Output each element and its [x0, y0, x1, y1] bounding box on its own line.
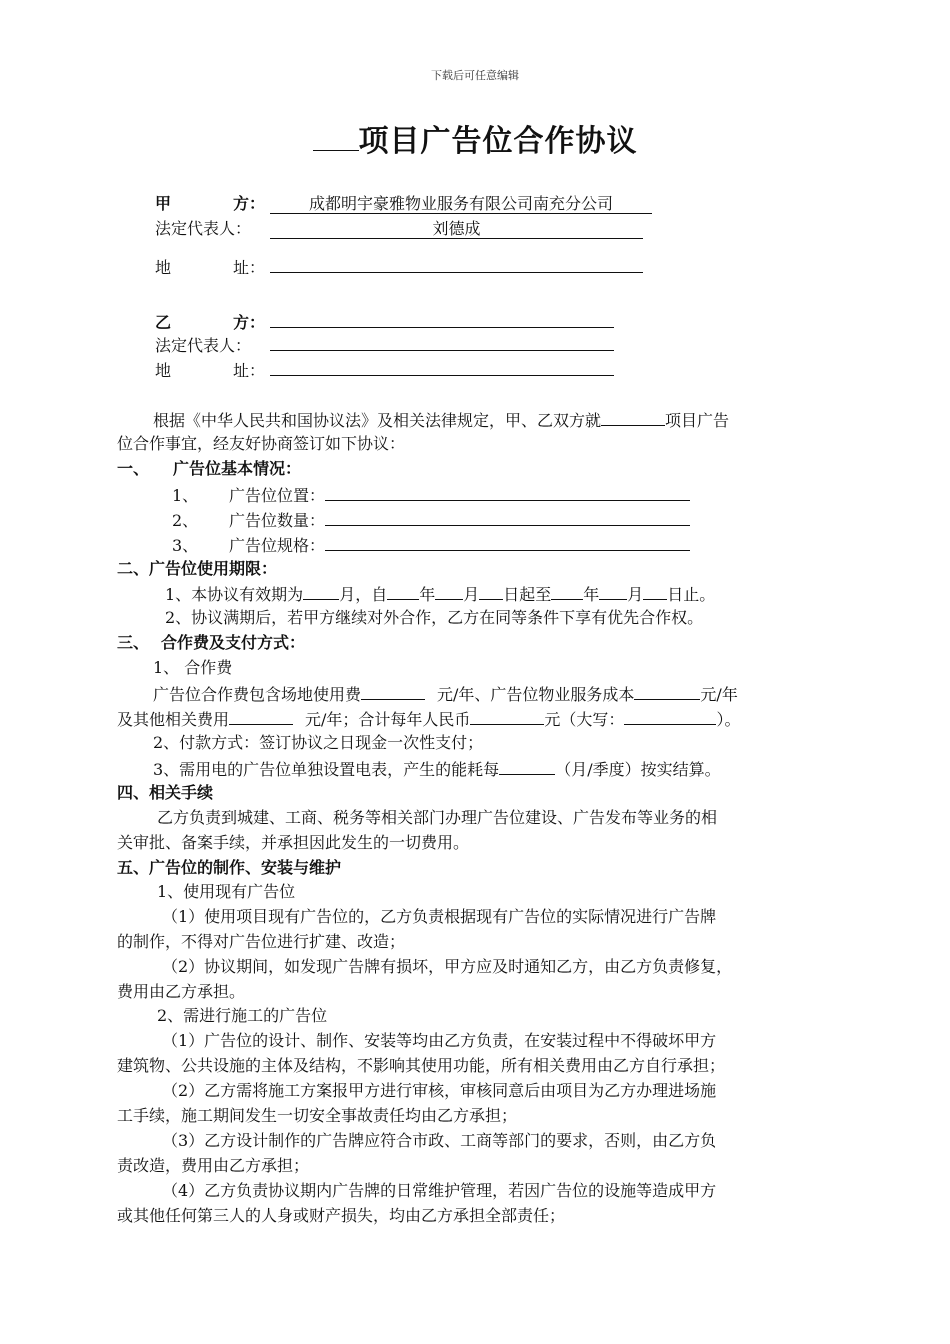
party-b-address-row — [155, 358, 614, 382]
section-1-item-location: 1、 广告位位置： — [172, 483, 690, 507]
party-a-name: 成都明宇豪雅物业服务有限公司南充分公司 — [270, 193, 652, 214]
title-blank — [313, 126, 359, 151]
party-a-name-row — [155, 193, 652, 215]
electricity-period-blank — [499, 757, 555, 775]
service-cost-blank — [634, 682, 700, 700]
section-5-2-item-4-b: 或其他任何第三人的人身或财产损失，均由乙方承担全部责任； — [117, 1206, 566, 1225]
intro-line-1: 根据《中华人民共和国协议法》及相关法律规定，甲、乙双方就 项目广告 — [153, 408, 729, 432]
document-title — [0, 116, 950, 160]
party-a-label: 甲 方： — [155, 194, 266, 213]
end-day-blank — [643, 582, 667, 600]
section-5-heading: 五、广告位的制作、安装与维护 — [117, 858, 342, 877]
section-5-2-item-3-b: 责改造，费用由乙方承担； — [117, 1156, 310, 1175]
party-b-name-row — [155, 310, 614, 334]
party-a-rep-row — [155, 218, 643, 240]
party-b-rep-blank — [270, 333, 614, 351]
party-b-rep-row — [155, 333, 614, 357]
site-fee-blank — [361, 682, 425, 700]
party-a-rep-label: 法定代表人： — [155, 219, 252, 238]
section-5-1-item-1-b: 的制作，不得对广告位进行扩建、改造； — [117, 932, 406, 951]
section-3-fee-line-2: 及其他相关费用 元/年；合计每年人民币 元（大写： ）。 — [117, 707, 740, 731]
start-day-blank — [479, 582, 503, 600]
party-b-name-blank — [270, 310, 614, 328]
section-1-heading: 一、 广告位基本情况： — [117, 459, 302, 478]
section-5-sub-2: 2、需进行施工的广告位 — [157, 1006, 328, 1025]
party-a-address-label: 地 址： — [155, 258, 266, 277]
location-blank — [325, 483, 690, 501]
quantity-blank — [325, 508, 690, 526]
section-2-renewal: 2、协议满期后，若甲方继续对外合作，乙方在同等条件下享有优先合作权。 — [165, 608, 704, 627]
other-fee-blank — [229, 707, 293, 725]
section-3-electricity: 3、需用电的广告位单独设置电表，产生的能耗每 （月/季度）按实结算。 — [153, 757, 721, 781]
party-a-address-blank — [270, 255, 643, 273]
section-1-item-quantity: 2、 广告位数量： — [172, 508, 690, 532]
section-5-2-item-2-b: 工手续，施工期间发生一切安全事故责任均由乙方承担； — [117, 1106, 518, 1125]
section-5-2-item-3-a: （3）乙方设计制作的广告牌应符合市政、工商等部门的要求，否则，由乙方负 — [162, 1131, 717, 1150]
section-3-heading: 三、 合作费及支付方式： — [117, 633, 306, 652]
total-fee-words-blank — [624, 707, 716, 725]
party-b-address-blank — [270, 358, 614, 376]
section-2-heading: 二、广告位使用期限： — [117, 559, 278, 578]
section-5-2-item-2-a: （2）乙方需将施工方案报甲方进行审核，审核同意后由项目为乙方办理进场施 — [162, 1081, 717, 1100]
party-b-label: 乙 方： — [155, 313, 266, 332]
section-2-term: 1、本协议有效期为 月，自 年 月 日起至 年 月 日止。 — [165, 582, 715, 606]
section-1-item-spec: 3、 广告位规格： — [172, 533, 690, 557]
section-4-paragraph-2: 关审批、备案手续，并承担因此发生的一切费用。 — [117, 833, 470, 852]
party-b-address-label: 地 址： — [155, 361, 266, 380]
intro-project-blank — [601, 408, 665, 426]
spec-blank — [325, 533, 690, 551]
section-5-2-item-1-b: 建筑物、公共设施的主体及结构，不影响其使用功能，所有相关费用由乙方自行承担； — [117, 1056, 726, 1075]
start-year-blank — [387, 582, 419, 600]
header-note: 下载后可任意编辑 — [431, 69, 519, 82]
section-3-fee-line-1: 广告位合作费包含场地使用费 元/年、广告位物业服务成本 元/年 — [153, 682, 738, 706]
end-month-blank — [599, 582, 627, 600]
section-5-2-item-4-a: （4）乙方负责协议期内广告牌的日常维护管理，若因广告位的设施等造成甲方 — [162, 1181, 717, 1200]
end-year-blank — [551, 582, 583, 600]
title-text: 项目广告位合作协议 — [358, 124, 638, 159]
section-5-1-item-2-a: （2）协议期间，如发现广告牌有损坏，甲方应及时通知乙方，由乙方负责修复， — [162, 957, 733, 976]
party-a-address-row — [155, 255, 643, 279]
intro-line-2: 位合作事宜，经友好协商签订如下协议： — [117, 434, 406, 453]
section-5-1-item-1-a: （1）使用项目现有广告位的，乙方负责根据现有广告位的实际情况进行广告牌 — [162, 907, 717, 926]
party-b-rep-label: 法定代表人： — [155, 336, 252, 355]
party-a-rep-name: 刘德成 — [270, 218, 643, 239]
section-3-sub-fee: 1、 合作费 — [153, 658, 233, 677]
total-fee-blank — [470, 707, 544, 725]
section-5-sub-1: 1、使用现有广告位 — [157, 882, 296, 901]
section-5-1-item-2-b: 费用由乙方承担。 — [117, 982, 246, 1001]
section-5-2-item-1-a: （1）广告位的设计、制作、安装等均由乙方负责，在安装过程中不得破坏甲方 — [162, 1031, 717, 1050]
section-3-payment: 2、付款方式：签订协议之日现金一次性支付； — [153, 733, 484, 752]
section-4-paragraph-1: 乙方负责到城建、工商、税务等相关部门办理广告位建设、广告发布等业务的相 — [157, 808, 718, 827]
section-4-heading: 四、相关手续 — [117, 783, 214, 802]
start-month-blank — [435, 582, 463, 600]
term-months-blank — [303, 582, 339, 600]
